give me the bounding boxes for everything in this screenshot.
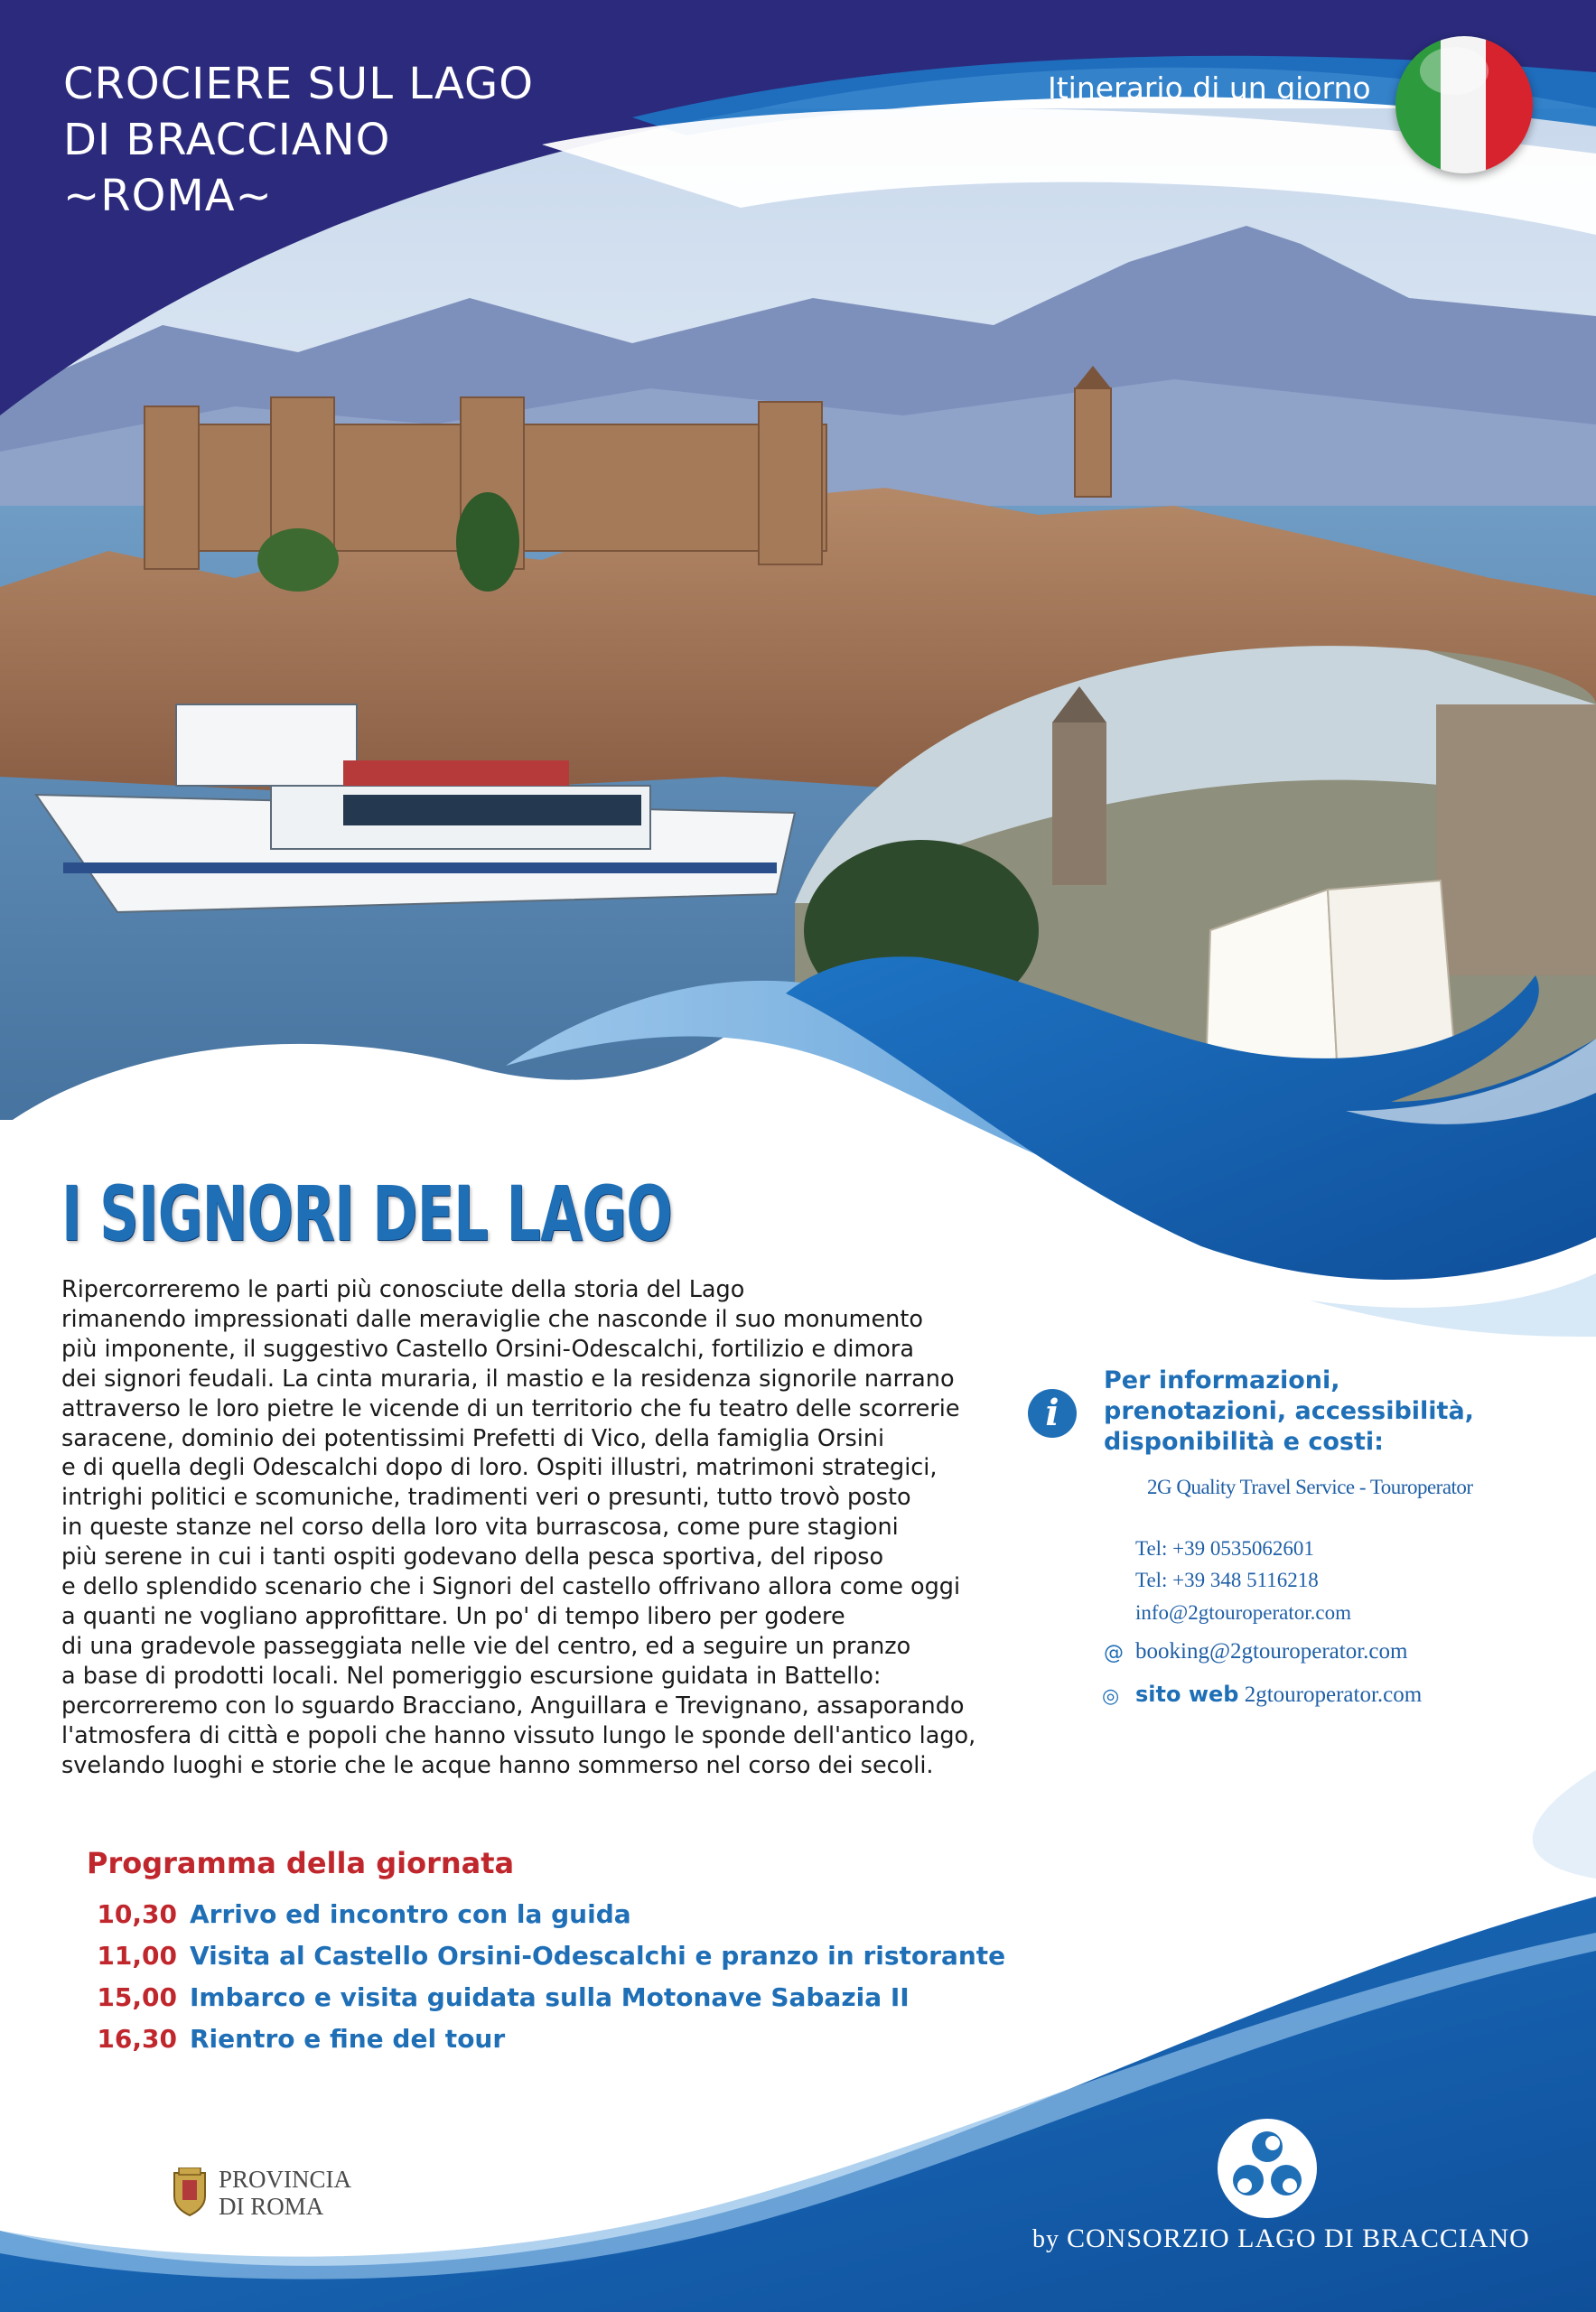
italian-flag-icon — [1395, 36, 1533, 173]
body-line: intrighi politici e scomuniche, tradimenti veri o presunti, tutto trovò posto — [61, 1484, 911, 1512]
program-time: 11,00 — [97, 1941, 177, 1971]
province-crest-icon — [172, 2168, 208, 2216]
consortium-byline — [1032, 2223, 1530, 2254]
body-line: a quanti ne vogliano approfittare. Un po' di tempo libero per godere — [61, 1602, 845, 1630]
byline-by: by — [1032, 2225, 1059, 2253]
body-line: più imponente, il suggestivo Castello Orsini-Odescalchi, fortilizio e dimora — [61, 1335, 915, 1363]
info-heading — [1104, 1366, 1474, 1458]
consortium-triskele-logo — [1215, 2116, 1320, 2221]
company-name: 2G Quality Travel Service - Touroperator — [1147, 1476, 1473, 1498]
consortium-name: CONSORZIO LAGO DI BRACCIANO — [1067, 2223, 1530, 2253]
program-desc: Visita al Castello Orsini-Odescalchi e pranzo in ristorante — [190, 1941, 1006, 1971]
province-line: PROVINCIA — [219, 2166, 352, 2193]
website-line — [1135, 1682, 1422, 1708]
info-heading-line: disponibilità e costi: — [1104, 1428, 1384, 1456]
at-sign-icon: @ — [1104, 1642, 1124, 1664]
email-info-link[interactable]: info@2gtouroperator.com — [1135, 1601, 1351, 1624]
program-desc: Rientro e fine del tour — [190, 2024, 506, 2054]
body-line: di una gradevole passeggiata nelle vie del centro, ed a seguire un pranzo — [61, 1632, 911, 1660]
body-line: saracene, dominio dei potentissimi Prefetti di Vico, della famiglia Orsini — [61, 1424, 885, 1452]
itinerary-label: Itinerario di un giorno — [1048, 70, 1371, 106]
program-item — [87, 2024, 505, 2060]
email-booking-link[interactable]: booking@2gtouroperator.com — [1135, 1639, 1408, 1664]
globe-target-icon: ◎ — [1102, 1685, 1120, 1708]
body-line: svelando luoghi e storie che le acque hanno sommerso nel corso dei secoli. — [61, 1751, 934, 1779]
info-icon: i — [1028, 1389, 1077, 1438]
program-item — [87, 1941, 1005, 1977]
program-item — [87, 1982, 910, 2018]
website-link[interactable]: 2gtouroperator.com — [1244, 1683, 1423, 1707]
phone-2[interactable]: Tel: +39 348 5116218 — [1135, 1569, 1319, 1591]
program-item — [87, 1899, 631, 1935]
program-title: Programma della giornata — [87, 1846, 515, 1880]
program-time: 16,30 — [97, 2024, 177, 2054]
body-line: a base di prodotti locali. Nel pomeriggio escursione guidata in Battello: — [61, 1662, 882, 1690]
program-desc: Arrivo ed incontro con la guida — [190, 1899, 631, 1929]
body-line: dei signori feudali. La cinta muraria, il mastio e la residenza signorile narrano — [61, 1365, 955, 1393]
body-line: attraverso le loro pietre le vicende di un territorio che fu teatro delle scorrerie — [61, 1394, 960, 1422]
website-label: sito web — [1135, 1682, 1239, 1707]
body-line: percorreremo con lo sguardo Bracciano, Anguillara e Trevignano, assaporando — [61, 1692, 965, 1720]
program-time: 15,00 — [97, 1982, 177, 2012]
body-line: Ripercorreremo le parti più conosciute della storia del Lago — [61, 1276, 745, 1303]
province-line: DI ROMA — [219, 2193, 324, 2220]
article-body — [61, 1275, 974, 1780]
info-heading-line: prenotazioni, accessibilità, — [1104, 1397, 1474, 1425]
brochure-title — [63, 56, 534, 224]
title-line-2: DI BRACCIANO — [63, 115, 391, 165]
body-line: rimanendo impressionati dalle meraviglie che nasconde il suo monumento — [61, 1305, 923, 1333]
info-heading-line: Per informazioni, — [1104, 1366, 1340, 1394]
body-line: e dello splendido scenario che i Signori del castello offrivano allora come oggi — [61, 1573, 961, 1601]
body-line: in queste stanze nel corso della loro vita burrascosa, come pure stagioni — [61, 1514, 899, 1542]
body-line: e di quella degli Odescalchi dopo di loro. Ospiti illustri, matrimoni strategici, — [61, 1454, 938, 1482]
program-desc: Imbarco e visita guidata sulla Motonave Sabazia II — [190, 1982, 910, 2012]
phone-1[interactable]: Tel: +39 0535062601 — [1135, 1537, 1314, 1560]
body-line: più serene in cui i tanti ospiti godevano della pesca sportiva, del riposo — [61, 1543, 884, 1571]
title-line-1: CROCIERE SUL LAGO — [63, 59, 534, 109]
title-line-3: ~ROMA~ — [63, 171, 273, 221]
program-time: 10,30 — [97, 1899, 177, 1929]
section-heading: I SIGNORI DEL LAGO — [61, 1170, 672, 1258]
body-line: l'atmosfera di città e popoli che hanno vissuto lungo le sponde dell'antico lago, — [61, 1721, 976, 1749]
